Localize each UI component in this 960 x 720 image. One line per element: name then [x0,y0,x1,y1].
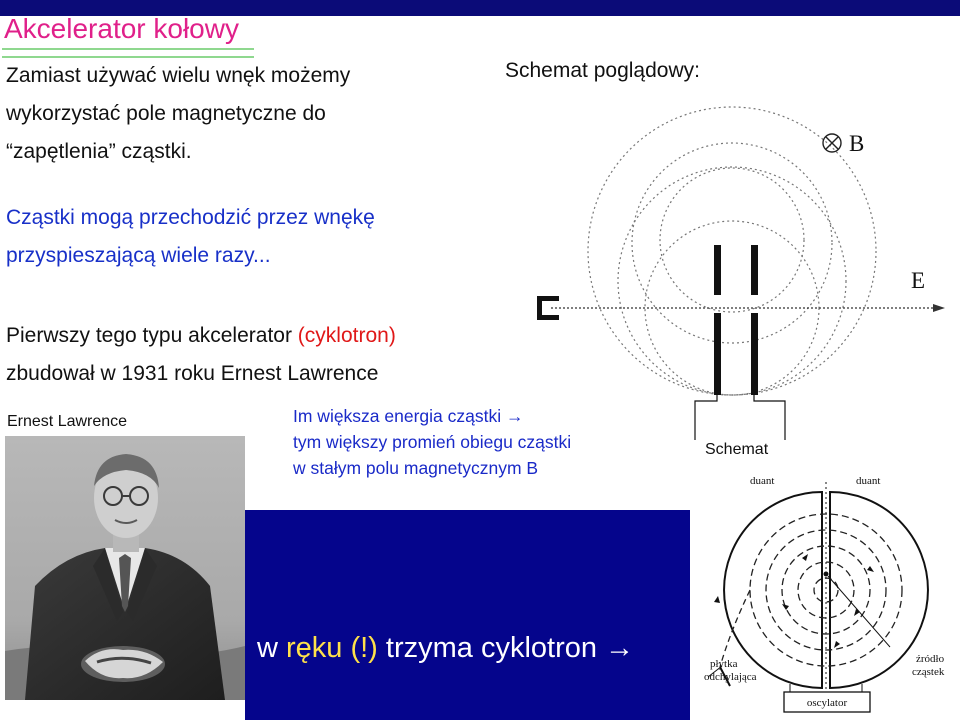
e-field-label: E [911,268,926,293]
intro-line: Zamiast używać wielu wnęk możemy [6,64,351,87]
source-label-line-2: cząstek [912,666,945,678]
photo-caption: Ernest Lawrence [7,413,128,430]
history-paragraph [6,317,396,393]
source-label-line-1: źródło [916,653,945,665]
plate-label-line-1: płytka [710,658,738,670]
intro-paragraph [6,57,350,171]
lawrence-portrait [5,436,245,700]
cyclotron-diagram [690,462,960,720]
energy-line: tym większy promień obiegu cząstki [293,432,572,452]
history-line-2: zbudował w 1931 roku Ernest Lawrence [6,362,379,385]
dee-electrodes [714,245,758,395]
slide-title: Akcelerator kołowy [4,13,239,44]
note-paragraph [6,199,375,275]
caption-highlight: ręku (!) [286,632,378,664]
plate-label-line-2: odchylająca [704,671,757,683]
history-text: Pierwszy tego typu akcelerator [6,324,298,347]
b-field-symbol-icon [823,134,841,152]
note-line: przyspieszającą wiele razy... [6,244,271,267]
caption-text: trzyma cyklotron → [377,632,635,664]
oscillator-label: oscylator [806,697,848,709]
note-line: Cząstki mogą przechodzić przez wnękę [6,206,375,229]
schematic-diagram [505,95,960,455]
schemat-label: Schemat poglądowy: [505,59,700,82]
b-field-label: B [849,131,865,156]
duant-right-label: duant [856,475,881,487]
schemat-caption: Schemat [705,441,769,458]
cyclotron-highlight: (cyklotron) [297,324,396,347]
intro-line: wykorzystać pole magnetyczne do [6,102,326,125]
duant-left-label: duant [750,475,775,487]
intro-line: “zapętlenia” cząstki. [6,140,192,163]
energy-line: Im większa energia cząstki → [293,406,524,426]
particle-orbits [588,107,876,395]
cyclotron-caption [257,632,634,665]
history-line-1 [6,317,396,355]
caption-text: w [257,632,286,664]
energy-line: w stałym polu magnetycznym B [293,458,539,478]
